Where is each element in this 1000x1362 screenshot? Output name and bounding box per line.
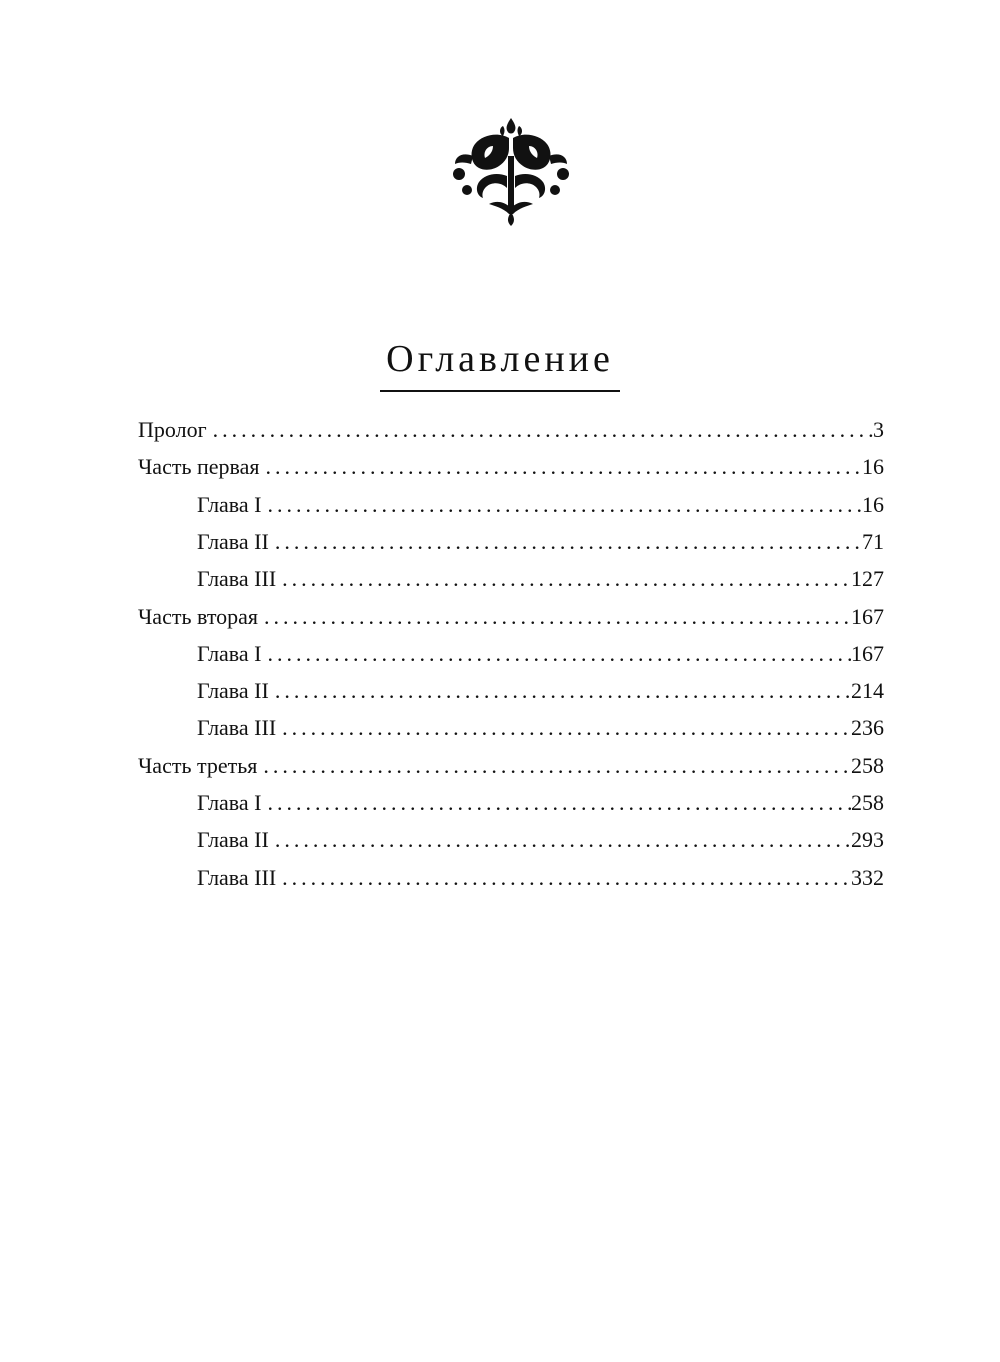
toc-leader-dots [262, 490, 863, 520]
toc-entry-page-number: 258 [851, 752, 884, 778]
toc-leader-dots [257, 751, 851, 781]
toc-entry [197, 713, 884, 743]
toc-entry-page-number: 214 [851, 678, 884, 704]
toc-leader-dots [262, 788, 852, 818]
toc-leader-dots [269, 825, 851, 855]
toc-entry-title: Глава III [197, 566, 277, 592]
floral-ornament-icon [449, 116, 573, 228]
toc-entry [138, 602, 884, 632]
toc-entry [197, 639, 884, 669]
toc-leader-dots [276, 863, 851, 893]
toc-leader-dots [262, 639, 852, 669]
toc-entry-title: Глава I [197, 491, 262, 517]
toc-entry-page-number: 16 [862, 491, 884, 517]
toc-entry-page-number: 236 [851, 715, 884, 741]
toc-entry-title: Глава II [197, 678, 269, 704]
toc-entry-title: Глава II [197, 827, 269, 853]
toc-leader-dots [260, 452, 863, 482]
toc-leader-dots [276, 564, 851, 594]
toc-leader-dots [269, 676, 851, 706]
toc-entry-page-number: 16 [862, 454, 884, 480]
toc-entry [197, 490, 884, 520]
toc-entry-page-number: 167 [851, 603, 884, 629]
toc-entry-title: Глава I [197, 640, 262, 666]
toc-leader-dots [276, 713, 851, 743]
toc-entry-title: Глава I [197, 790, 262, 815]
toc-entry-title: Глава III [197, 715, 277, 741]
toc-entry-title: Часть третья [138, 752, 258, 778]
toc-leader-dots [207, 415, 873, 445]
toc-entry-title: Глава II [197, 528, 269, 554]
toc-entry-page-number: 71 [862, 528, 884, 554]
toc-entry-page-number: 258 [851, 790, 884, 815]
toc-entry-title: Часть вторая [138, 603, 259, 629]
toc-entry [197, 676, 884, 706]
toc-entry [197, 788, 884, 818]
toc-entry [197, 564, 884, 594]
toc-entry [197, 527, 884, 557]
title-container [0, 338, 1000, 392]
toc-entry-page-number: 3 [873, 417, 884, 442]
page-title: Оглавление [380, 338, 620, 392]
toc-entry [138, 452, 884, 482]
toc-entry-title: Часть первая [138, 454, 260, 480]
toc-entry [197, 863, 884, 893]
toc-entry-page-number: 127 [851, 566, 884, 592]
toc-entry [138, 415, 884, 445]
toc-entry-title: Глава III [197, 864, 277, 890]
toc-entry-page-number: 293 [851, 827, 884, 853]
toc-entry [197, 825, 884, 855]
toc-entry-page-number: 167 [851, 640, 884, 666]
toc-leader-dots [258, 602, 851, 632]
toc-entry-title: Пролог [138, 417, 207, 442]
toc-entry-page-number: 332 [851, 864, 884, 890]
toc-leader-dots [269, 527, 862, 557]
toc-entry [138, 751, 884, 781]
